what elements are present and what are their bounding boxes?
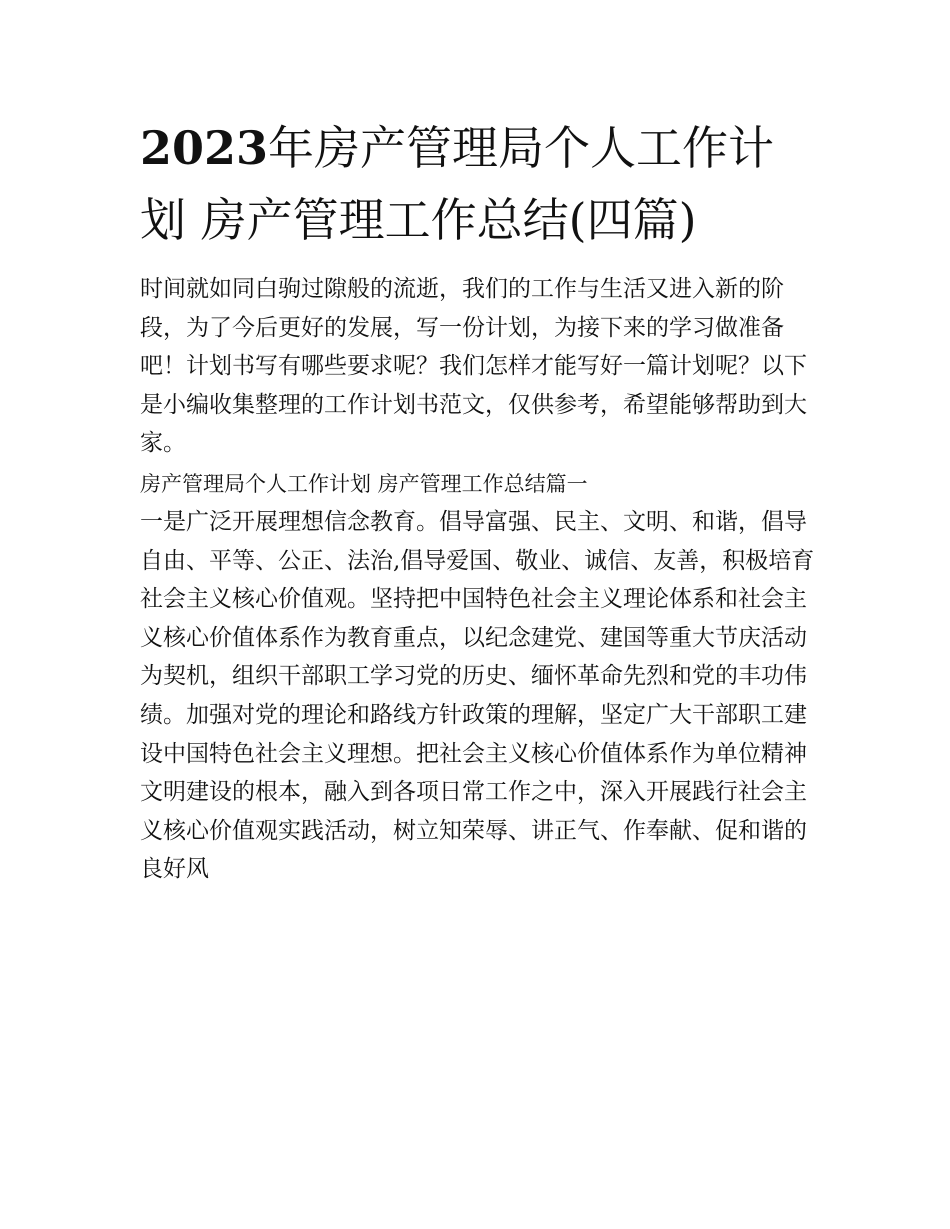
document-content — [140, 112, 815, 889]
section-heading: 房产管理局个人工作计划 房产管理工作总结篇一 — [140, 471, 588, 496]
title-year: 2023 — [140, 121, 269, 175]
document-title — [140, 112, 815, 256]
intro-paragraph: 时间就如同白驹过隙般的流逝，我们的工作与生活又进入新的阶段，为了今后更好的发展，写一份计划，为接下来的学习做准备吧！计划书写有哪些要求呢？我们怎样才能写好一篇计划呢？以下是小编收集整理的工作计划书范文，仅供参考，希望能够帮助到大家。 — [140, 276, 807, 457]
title-text: 年房产管理局个人工作计划 房产管理工作总结(四篇) — [140, 121, 775, 247]
body-paragraph: 一是广泛开展理想信念教育。倡导富强、民主、文明、和谐，倡导自由、平等、公正、法治,倡导爱国、敬业、诚信、友善，积极培育社会主义核心价值观。坚持把中国特色社会主义理论体系和社会主义核心价值体系作为教育重点，以纪念建党、建国等重大节庆活动为契机，组织干部职工学习党的历史、缅怀革命先烈和党的丰功伟绩。加强对党的理论和路线方针政策的理解，坚定广大干部职工建设中国特色社会主义理想。把社会主义核心价值体系作为单位精神文明建设的根本，融入到各项日常工作之中，深入开展践行社会主义核心价值观实践活动，树立知荣辱、讲正气、作奉献、促和谐的良好风 — [140, 508, 815, 883]
